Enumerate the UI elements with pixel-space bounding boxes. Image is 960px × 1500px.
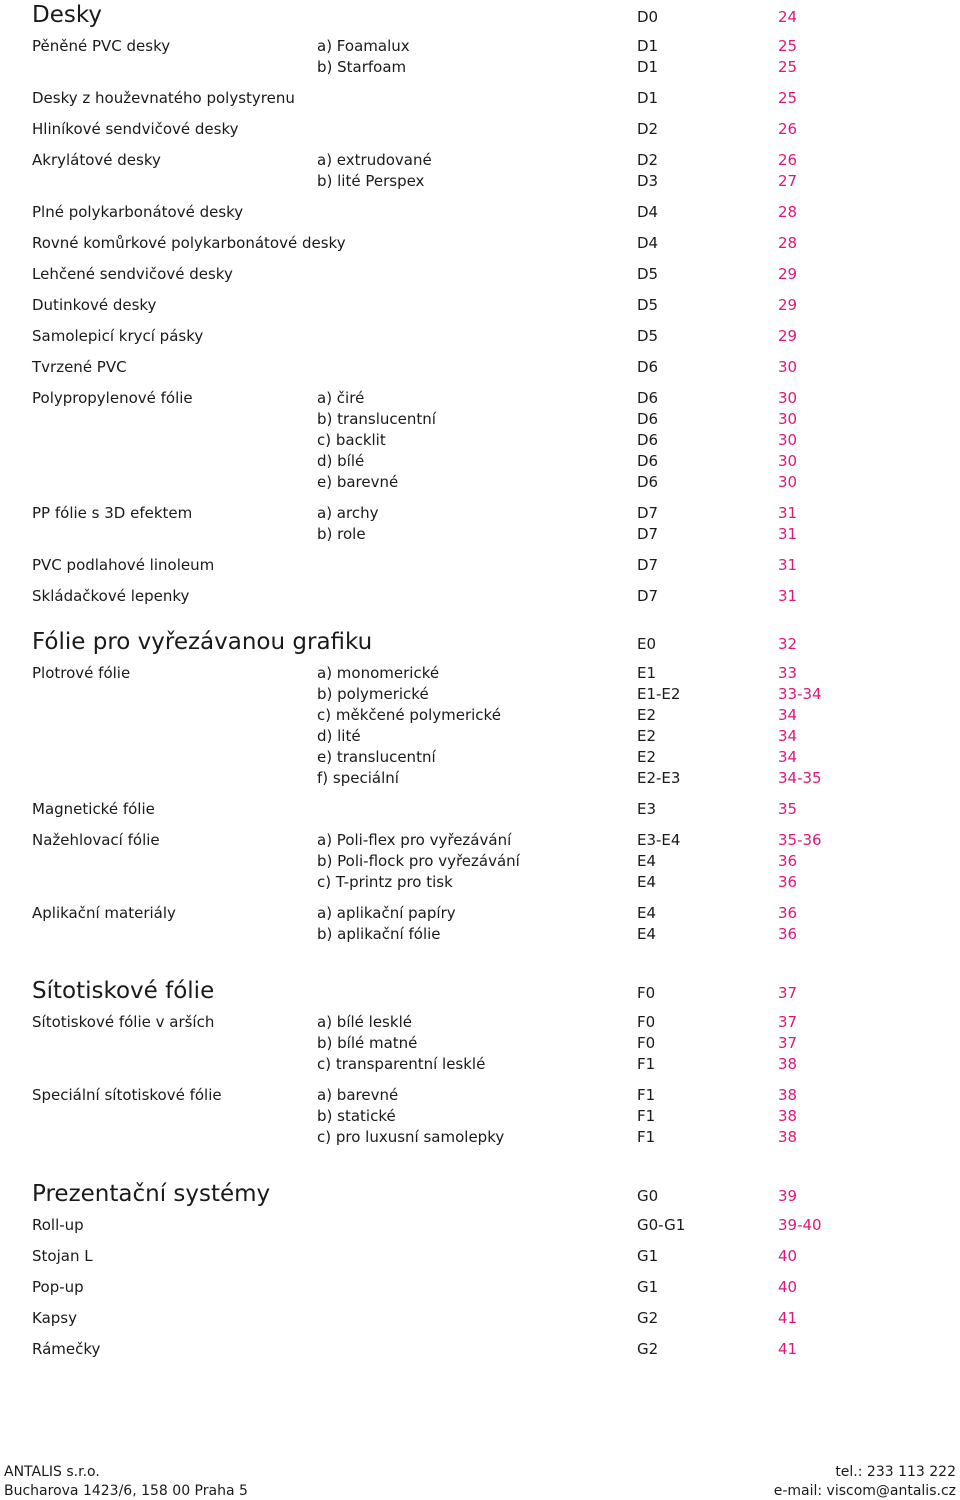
catalog-code: D2 xyxy=(637,151,659,169)
catalog-code: E3-E4 xyxy=(637,831,681,849)
page-number: 40 xyxy=(778,1278,798,1296)
product-variant: c) transparentní lesklé xyxy=(317,1055,486,1073)
catalog-code: G2 xyxy=(637,1340,659,1358)
index-row xyxy=(0,388,960,409)
page-number: 31 xyxy=(778,587,798,605)
product-name: Nažehlovací fólie xyxy=(32,831,160,849)
product-name: Speciální sítotiskové fólie xyxy=(32,1086,222,1104)
catalog-code: D6 xyxy=(637,473,659,491)
page-number: 30 xyxy=(778,358,798,376)
catalog-code: E2-E3 xyxy=(637,769,681,787)
product-group xyxy=(0,1012,960,1075)
page-number: 34-35 xyxy=(778,769,822,787)
index-row xyxy=(0,1054,960,1075)
catalog-code: D6 xyxy=(637,389,659,407)
product-variant: b) role xyxy=(317,525,366,543)
index-row xyxy=(0,150,960,171)
page-number: 34 xyxy=(778,706,798,724)
page-number: 31 xyxy=(778,525,798,543)
catalog-code: D2 xyxy=(637,120,659,138)
product-group xyxy=(0,150,960,192)
page-number: 38 xyxy=(778,1128,798,1146)
product-name: Roll-up xyxy=(32,1216,84,1234)
product-group xyxy=(0,1215,960,1236)
product-variant: a) archy xyxy=(317,504,379,522)
catalog-code: D7 xyxy=(637,587,659,605)
product-name: Tvrzené PVC xyxy=(32,358,127,376)
catalog-code: G0-G1 xyxy=(637,1216,686,1234)
footer-company: ANTALIS s.r.o. xyxy=(4,1464,100,1480)
index-row xyxy=(0,503,960,524)
product-group xyxy=(0,202,960,223)
section-title: Sítotiskové fólie xyxy=(32,978,215,1004)
product-group xyxy=(0,903,960,945)
product-group xyxy=(0,357,960,378)
index-row xyxy=(0,1339,960,1360)
product-name: Sítotiskové fólie v arších xyxy=(32,1013,215,1031)
index-row xyxy=(0,1033,960,1054)
section-title: Prezentační systémy xyxy=(32,1181,271,1207)
catalog-code: G2 xyxy=(637,1309,659,1327)
index-row xyxy=(0,57,960,78)
product-group xyxy=(0,1277,960,1298)
catalog-code: D1 xyxy=(637,37,659,55)
page-number: 28 xyxy=(778,203,798,221)
catalog-code: D6 xyxy=(637,452,659,470)
catalog-code: D4 xyxy=(637,234,659,252)
product-name: Polypropylenové fólie xyxy=(32,389,193,407)
catalog-code: D5 xyxy=(637,327,659,345)
footer-address: Bucharova 1423/6, 158 00 Praha 5 xyxy=(4,1483,248,1499)
product-variant: e) translucentní xyxy=(317,748,436,766)
page-footer xyxy=(0,1462,960,1500)
product-name: Rovné komůrkové polykarbonátové desky xyxy=(32,234,346,252)
product-variant: b) lité Perspex xyxy=(317,172,425,190)
catalog-section xyxy=(0,976,960,1148)
catalog-section xyxy=(0,0,960,607)
index-row xyxy=(0,264,960,285)
product-name: Skládačkové lepenky xyxy=(32,587,190,605)
product-name: Lehčené sendvičové desky xyxy=(32,265,233,283)
product-variant: c) měkčené polymerické xyxy=(317,706,501,724)
page-number: 35 xyxy=(778,800,798,818)
product-variant: a) bílé lesklé xyxy=(317,1013,412,1031)
page-number: 35-36 xyxy=(778,831,822,849)
page-number: 37 xyxy=(778,1034,798,1052)
page-number: 37 xyxy=(778,1013,798,1031)
index-row xyxy=(0,726,960,747)
page-number: 36 xyxy=(778,852,798,870)
product-group xyxy=(0,388,960,493)
product-variant: c) pro luxusní samolepky xyxy=(317,1128,505,1146)
catalog-code: F1 xyxy=(637,1128,656,1146)
product-group xyxy=(0,1308,960,1329)
product-variant: f) speciální xyxy=(317,769,399,787)
page-number: 27 xyxy=(778,172,798,190)
product-name: Magnetické fólie xyxy=(32,800,155,818)
catalog-code: E4 xyxy=(637,852,657,870)
product-group xyxy=(0,799,960,820)
product-name: Desky z houževnatého polystyrenu xyxy=(32,89,295,107)
catalog-code: E2 xyxy=(637,727,657,745)
page-number: 30 xyxy=(778,389,798,407)
page-number: 33-34 xyxy=(778,685,822,703)
page-number: 26 xyxy=(778,151,798,169)
product-group xyxy=(0,264,960,285)
section-title: Fólie pro vyřezávanou grafiku xyxy=(32,629,373,655)
index-row xyxy=(0,357,960,378)
catalog-code: G1 xyxy=(637,1278,659,1296)
page-number: 25 xyxy=(778,89,798,107)
page-number: 38 xyxy=(778,1086,798,1104)
page-number: 40 xyxy=(778,1247,798,1265)
section-page-number: 24 xyxy=(778,8,798,26)
index-row xyxy=(0,799,960,820)
catalog-code: F1 xyxy=(637,1107,656,1125)
product-group xyxy=(0,663,960,789)
page-number: 38 xyxy=(778,1107,798,1125)
product-group xyxy=(0,326,960,347)
index-row xyxy=(0,36,960,57)
index-row xyxy=(0,430,960,451)
index-row xyxy=(0,88,960,109)
page-number: 39-40 xyxy=(778,1216,822,1234)
catalog-code: E2 xyxy=(637,748,657,766)
product-variant: b) Poli-flock pro vyřezávání xyxy=(317,852,520,870)
product-name: Aplikační materiály xyxy=(32,904,176,922)
catalog-code: F1 xyxy=(637,1055,656,1073)
catalog-code: D7 xyxy=(637,525,659,543)
index-row xyxy=(0,1012,960,1033)
index-row xyxy=(0,295,960,316)
product-group xyxy=(0,119,960,140)
catalog-code: D5 xyxy=(637,265,659,283)
index-row xyxy=(0,872,960,893)
page-number: 41 xyxy=(778,1309,798,1327)
catalog-code: F0 xyxy=(637,1013,656,1031)
page-number: 38 xyxy=(778,1055,798,1073)
page-number: 25 xyxy=(778,58,798,76)
index-row xyxy=(0,555,960,576)
product-variant: a) Poli-flex pro vyřezávání xyxy=(317,831,512,849)
page-number: 36 xyxy=(778,873,798,891)
product-variant: b) aplikační fólie xyxy=(317,925,441,943)
catalog-code: E1-E2 xyxy=(637,685,681,703)
section-heading xyxy=(0,976,960,1006)
product-group xyxy=(0,1339,960,1360)
product-name: Kapsy xyxy=(32,1309,77,1327)
catalog-code: D1 xyxy=(637,89,659,107)
index-row xyxy=(0,1127,960,1148)
index-row xyxy=(0,1215,960,1236)
footer-email: e-mail: viscom@antalis.cz xyxy=(773,1483,956,1499)
index-row xyxy=(0,1277,960,1298)
index-row xyxy=(0,586,960,607)
catalog-code: E3 xyxy=(637,800,657,818)
product-variant: c) T-printz pro tisk xyxy=(317,873,453,891)
index-row xyxy=(0,451,960,472)
product-name: PP fólie s 3D efektem xyxy=(32,504,193,522)
index-row xyxy=(0,768,960,789)
page-number: 29 xyxy=(778,265,798,283)
index-row xyxy=(0,663,960,684)
catalog-code: E2 xyxy=(637,706,657,724)
product-group xyxy=(0,830,960,893)
product-variant: b) translucentní xyxy=(317,410,436,428)
product-name: Akrylátové desky xyxy=(32,151,161,169)
footer-phone: tel.: 233 113 222 xyxy=(835,1464,956,1480)
section-code: D0 xyxy=(637,8,659,26)
catalog-code: E4 xyxy=(637,873,657,891)
index-row xyxy=(0,171,960,192)
product-group xyxy=(0,233,960,254)
product-name: PVC podlahové linoleum xyxy=(32,556,215,574)
product-name: Stojan L xyxy=(32,1247,93,1265)
catalog-code: D6 xyxy=(637,431,659,449)
section-page-number: 37 xyxy=(778,984,798,1002)
index-row xyxy=(0,1308,960,1329)
page-number: 30 xyxy=(778,452,798,470)
product-name: Hliníkové sendvičové desky xyxy=(32,120,239,138)
page-number: 31 xyxy=(778,556,798,574)
page-number: 36 xyxy=(778,904,798,922)
catalog-code: E4 xyxy=(637,904,657,922)
product-variant: c) backlit xyxy=(317,431,386,449)
product-group xyxy=(0,36,960,78)
index-row xyxy=(0,472,960,493)
index-row xyxy=(0,119,960,140)
product-variant: a) extrudované xyxy=(317,151,432,169)
product-name: Plotrové fólie xyxy=(32,664,131,682)
product-group xyxy=(0,586,960,607)
product-variant: d) bílé xyxy=(317,452,365,470)
index-row xyxy=(0,705,960,726)
product-name: Plné polykarbonátové desky xyxy=(32,203,244,221)
product-group xyxy=(0,1085,960,1148)
page-number: 26 xyxy=(778,120,798,138)
catalog-code: D4 xyxy=(637,203,659,221)
product-variant: b) polymerické xyxy=(317,685,429,703)
section-page-number: 32 xyxy=(778,635,798,653)
page-number: 30 xyxy=(778,431,798,449)
index-row xyxy=(0,684,960,705)
product-name: Pěněné PVC desky xyxy=(32,37,171,55)
index-row xyxy=(0,903,960,924)
product-variant: a) Foamalux xyxy=(317,37,410,55)
index-row xyxy=(0,326,960,347)
section-code: G0 xyxy=(637,1187,659,1205)
page-number: 28 xyxy=(778,234,798,252)
catalog-code: D6 xyxy=(637,358,659,376)
page-number: 41 xyxy=(778,1340,798,1358)
product-variant: b) statické xyxy=(317,1107,396,1125)
page-number: 33 xyxy=(778,664,798,682)
product-variant: a) čiré xyxy=(317,389,365,407)
catalog-code: D7 xyxy=(637,504,659,522)
page-number: 31 xyxy=(778,504,798,522)
product-group xyxy=(0,88,960,109)
product-variant: d) lité xyxy=(317,727,361,745)
page-number: 34 xyxy=(778,727,798,745)
section-heading xyxy=(0,1179,960,1209)
catalog-code: F0 xyxy=(637,1034,656,1052)
index-row xyxy=(0,524,960,545)
index-row xyxy=(0,1085,960,1106)
product-variant: e) barevné xyxy=(317,473,399,491)
product-group xyxy=(0,555,960,576)
catalog-code: D3 xyxy=(637,172,659,190)
product-variant: a) barevné xyxy=(317,1086,399,1104)
product-variant: a) aplikační papíry xyxy=(317,904,456,922)
index-row xyxy=(0,1106,960,1127)
index-row xyxy=(0,924,960,945)
index-row xyxy=(0,747,960,768)
catalog-code: D6 xyxy=(637,410,659,428)
catalog-section xyxy=(0,627,960,945)
page-number: 34 xyxy=(778,748,798,766)
product-variant: b) bílé matné xyxy=(317,1034,418,1052)
section-title: Desky xyxy=(32,2,102,28)
catalog-code: E4 xyxy=(637,925,657,943)
catalog-code: D5 xyxy=(637,296,659,314)
product-group xyxy=(0,295,960,316)
page-number: 36 xyxy=(778,925,798,943)
catalog-section xyxy=(0,1179,960,1360)
section-heading xyxy=(0,627,960,657)
product-name: Samolepicí krycí pásky xyxy=(32,327,204,345)
index-row xyxy=(0,1246,960,1267)
page-number: 30 xyxy=(778,473,798,491)
product-name: Pop-up xyxy=(32,1278,84,1296)
index-row xyxy=(0,202,960,223)
section-code: E0 xyxy=(637,635,657,653)
page-number: 29 xyxy=(778,327,798,345)
product-variant: b) Starfoam xyxy=(317,58,407,76)
catalog-code: D7 xyxy=(637,556,659,574)
index-row xyxy=(0,409,960,430)
product-name: Rámečky xyxy=(32,1340,101,1358)
index-row xyxy=(0,233,960,254)
section-page-number: 39 xyxy=(778,1187,798,1205)
section-heading xyxy=(0,0,960,30)
product-variant: a) monomerické xyxy=(317,664,440,682)
product-group xyxy=(0,503,960,545)
catalog-code: F1 xyxy=(637,1086,656,1104)
catalog-code: E1 xyxy=(637,664,657,682)
product-group xyxy=(0,1246,960,1267)
page-number: 30 xyxy=(778,410,798,428)
catalog-code: G1 xyxy=(637,1247,659,1265)
section-code: F0 xyxy=(637,984,656,1002)
index-row xyxy=(0,830,960,851)
index-row xyxy=(0,851,960,872)
product-name: Dutinkové desky xyxy=(32,296,157,314)
page-number: 25 xyxy=(778,37,798,55)
catalog-code: D1 xyxy=(637,58,659,76)
page-number: 29 xyxy=(778,296,798,314)
